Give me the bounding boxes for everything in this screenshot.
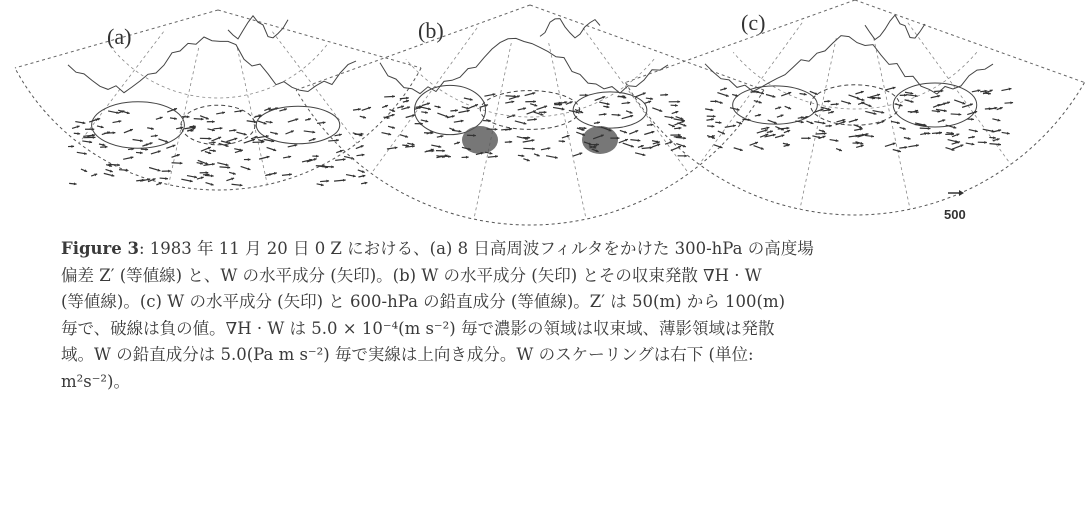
caption-head: Figure 3 <box>61 239 139 258</box>
panel-label-b: (b) <box>418 18 444 43</box>
caption-line-4: 毎で、破線は負の値。∇H · W は 5.0 × 10⁻⁴(m s⁻²) 毎で濃影の領域は収束域、薄影領域は発散 <box>61 318 775 338</box>
caption-line-1: Figure 3: 1983 年 11 月 20 日 0 Z における、(a) 8 日高周波フィルタをかけた 300-hPa の高度場 <box>61 239 814 258</box>
map-panel-a <box>15 10 421 190</box>
map-panel-c <box>626 0 1085 215</box>
map-svg <box>0 0 1087 235</box>
map-panel-b <box>296 5 764 225</box>
panel-label-c: (c) <box>741 10 766 35</box>
figure-caption <box>61 236 1016 395</box>
arrow-scale-label: 500 <box>944 207 966 222</box>
caption-line-2: 偏差 Z′ (等値線) と、W の水平成分 (矢印)。(b) W の水平成分 (矢印) とその収束発散 ∇H · W <box>61 265 762 285</box>
caption-line-5: 域。W の鉛直成分は 5.0(Pa m s⁻²) 毎で実線は上向き成分。W のスケーリングは右下 (単位: <box>61 345 754 364</box>
caption-line-6: m²s⁻²)。 <box>61 371 130 391</box>
figure-maps <box>0 0 1087 235</box>
panel-label-a: (a) <box>107 24 132 49</box>
caption-line-3: (等値線)。(c) W の水平成分 (矢印) と 600-hPa の鉛直成分 (等値線)。Z′ は 50(m) から 100(m) <box>61 292 786 311</box>
